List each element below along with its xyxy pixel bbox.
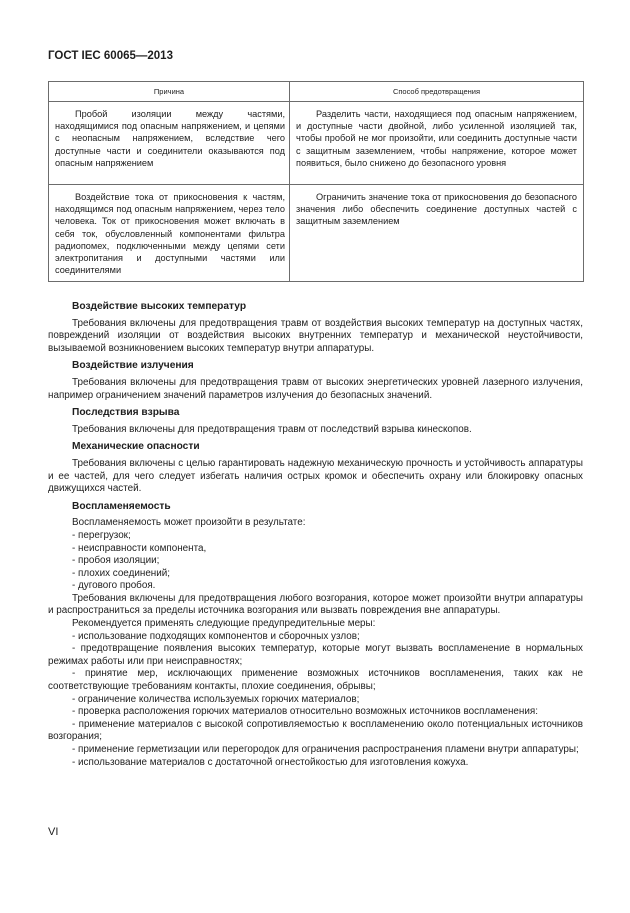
hazard-table xyxy=(48,81,584,282)
section-heading-explosion: Последствия взрыва xyxy=(72,407,180,419)
table-cell-cause xyxy=(49,102,290,185)
list-item: - ограничение количества используемых горючих материалов; xyxy=(72,693,360,705)
paragraph-radiation: Требования включены для предотвращения травм от высоких энергетических уровней лазерного излучения, например ограничением значений параметров излучения до безопасных значений. xyxy=(48,376,583,401)
list-item: - использование материалов с достаточной огнестойкостью для изготовления кожуха. xyxy=(72,756,469,768)
list-item: - неисправности компонента, xyxy=(72,542,207,554)
list-item: - использование подходящих компонентов и сборочных узлов; xyxy=(72,630,360,642)
table-header-row xyxy=(49,82,584,102)
paragraph-heat: Требования включены для предотвращения травм от воздействия высоких температур на доступных частях, повреждений изоляции от воздействия высоких внутренних температур и механической неустойчивости, вызываемой возникновением высоких температур внутри аппаратуры. xyxy=(48,317,583,354)
list-item: - перегрузок; xyxy=(72,529,131,541)
list-item: - применение герметизации или перегородок для ограничения распространения пламени внутри аппаратуры; xyxy=(72,744,579,755)
document-header: ГОСТ IEC 60065—2013 xyxy=(48,50,173,62)
document-body xyxy=(48,301,583,769)
table-cell-cause xyxy=(49,185,290,282)
cell-text: Разделить части, находящиеся под опасным напряжением, и доступные части двойной, либо усиленной изоляцией так, чтобы пробой не мог произойти, или соединить доступные части с защитным заземлением, чтобы напряжение, которое может появиться, было снижено до безопасного уровня xyxy=(296,109,577,168)
section-heading-fire: Воспламеняемость xyxy=(72,500,171,512)
cell-text: Воздействие тока от прикосновения к частям, находящимся под опасным напряжением, через тело человека. Ток от прикосновения может включать в себя ток, обусловленный компонентами фильтра радиопомех, подключенными между цепями сети электропитания и доступными частями или соединителями xyxy=(55,192,285,276)
list-item: - плохих соединений; xyxy=(72,567,171,579)
cell-text: Ограничить значение тока от прикосновения до безопасного значения либо обеспечить соединение доступных частей с защитным заземлением xyxy=(296,192,577,227)
section-heading-radiation: Воздействие излучения xyxy=(72,360,194,372)
column-header-prevention: Способ предотвращения xyxy=(290,82,584,102)
section-heading-mechanical: Механические опасности xyxy=(72,441,200,453)
paragraph-mechanical: Требования включены с целью гарантировать надежную механическую прочность и устойчивость аппаратуры и ее частей, для чего следует избегать наличия острых кромок и обеспечить охрану или блокировку опасных движущихся частей. xyxy=(48,457,583,495)
list-item: - применение материалов с высокой сопротивляемостью к воспламенению около потенциальных источников возгорания; xyxy=(48,718,583,743)
column-header-cause: Причина xyxy=(49,82,290,102)
table-row xyxy=(49,185,584,282)
list-item: - принятие мер, исключающих применение возможных источников воспламенения, таких как не соответствующие требованиям контакты, плохие соединения, обрывы; xyxy=(48,668,583,693)
table-row xyxy=(49,102,584,185)
list-item: - дугового пробоя. xyxy=(72,580,156,592)
list-item: - предотвращение появления высоких температур, которые могут вызвать воспламенение в нормальных режимах работы или при неисправностях; xyxy=(48,643,583,667)
fire-intro: Воспламеняемость может произойти в результате: xyxy=(72,517,306,529)
table-cell-prevention xyxy=(290,185,584,282)
page-number: VI xyxy=(48,826,59,838)
measures-intro: Рекомендуется применять следующие предупредительные меры: xyxy=(72,618,376,630)
table-cell-prevention xyxy=(290,102,584,185)
list-item: - проверка расположения горючих материалов относительно возможных источников воспламенения: xyxy=(72,706,538,718)
paragraph-fire: Требования включены для предотвращения любого возгорания, которое может произойти внутри аппаратуры и распространиться за пределы источника возгорания или вызвать повреждения вне аппаратуры. xyxy=(48,592,583,617)
section-heading-heat: Воздействие высоких температур xyxy=(72,301,247,312)
list-item: - пробоя изоляции; xyxy=(72,555,160,567)
cell-text: Пробой изоляции между частями, находящимися под опасным напряжением, и цепями с неопасным напряжением, вследствие чего доступные части и соединители оказываются под опасным напряжением xyxy=(55,109,285,168)
paragraph-explosion: Требования включены для предотвращения травм от последствий взрыва кинескопов. xyxy=(72,423,472,435)
